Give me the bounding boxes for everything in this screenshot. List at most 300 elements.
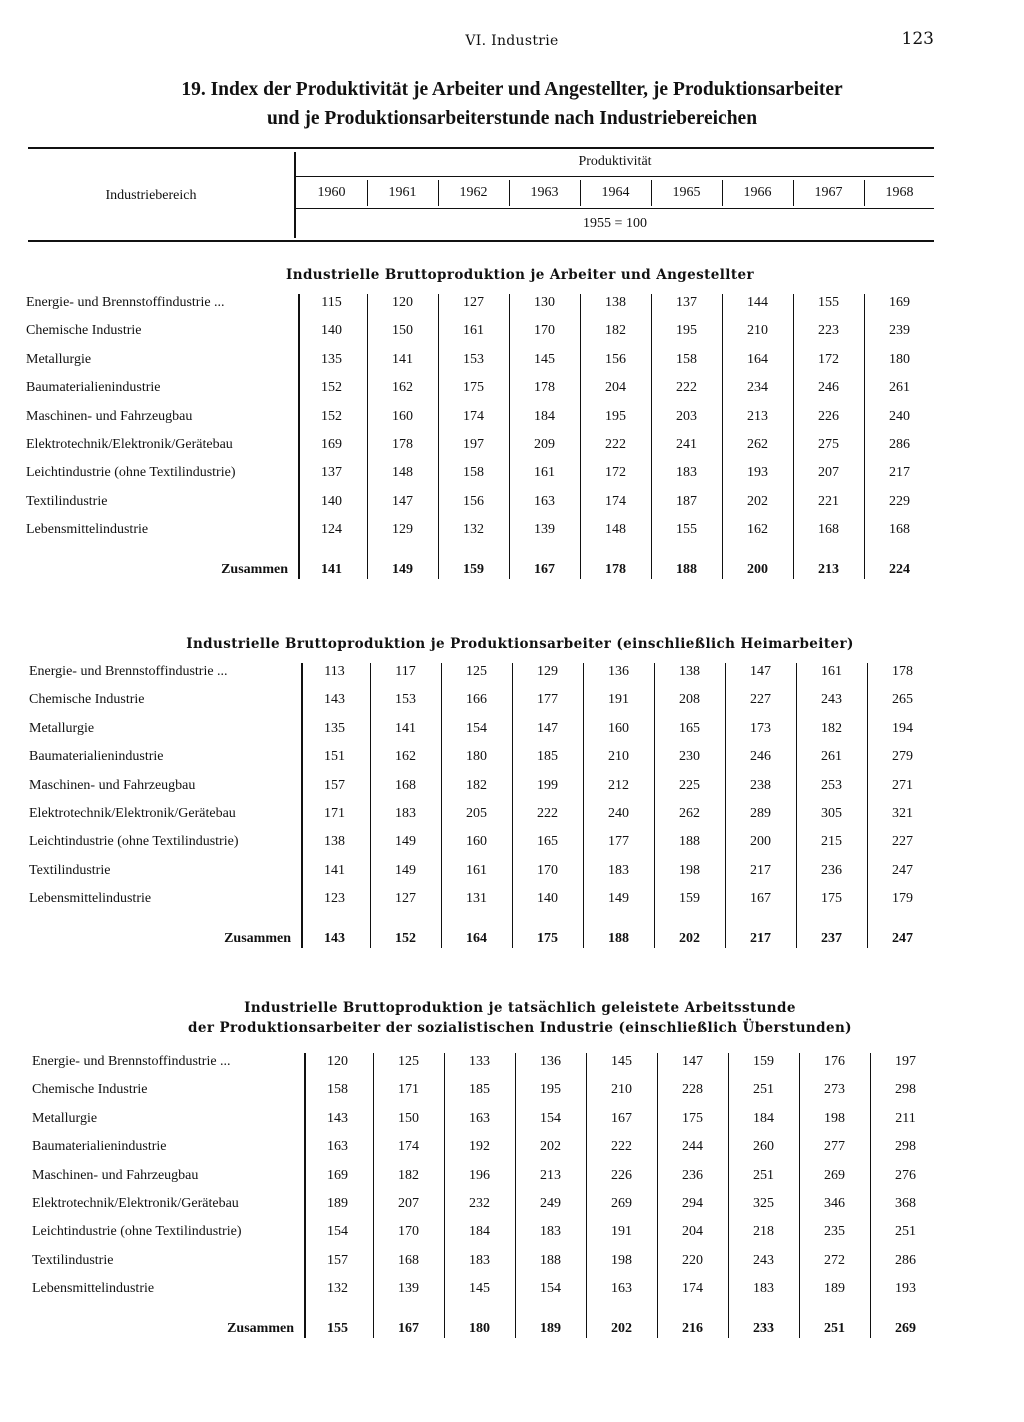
row-label [29, 689, 291, 711]
value-cell: 180 [889, 352, 910, 367]
value-cell: 140 [321, 494, 342, 509]
value-cell: 213 [747, 409, 768, 424]
value-cell: 136 [540, 1054, 561, 1069]
row-label-text: Baumaterialienindustrie [32, 1139, 170, 1154]
page-number: 123 [901, 29, 934, 49]
value-cell: 155 [327, 1321, 348, 1336]
value-cell: 182 [398, 1168, 419, 1183]
row-label-text: Lebensmittelindustrie [29, 891, 154, 906]
row-label-text: Maschinen- und Fahrzeugbau [29, 778, 198, 793]
value-cell: 216 [682, 1321, 703, 1336]
table-row [0, 519, 1024, 547]
value-cell: 217 [750, 863, 771, 878]
value-cell: 276 [895, 1168, 916, 1183]
value-cell: 148 [605, 522, 626, 537]
value-cell: 262 [747, 437, 768, 452]
row-label-text: Metallurgie [29, 721, 97, 736]
row-label [29, 775, 291, 797]
value-cell: 140 [537, 891, 558, 906]
row-label-text: Energie- und Brennstoffindustrie ... [26, 295, 228, 310]
value-cell: 182 [605, 323, 626, 338]
value-cell: 202 [611, 1321, 632, 1336]
value-cell: 153 [395, 692, 416, 707]
value-cell: 227 [750, 692, 771, 707]
value-cell: 298 [895, 1082, 916, 1097]
value-cell: 230 [679, 749, 700, 764]
value-cell: 170 [398, 1224, 419, 1239]
value-cell: 261 [821, 749, 842, 764]
value-cell: 130 [534, 295, 555, 310]
column-separator [373, 1053, 374, 1338]
section-title-line: Industrielle Bruttoproduktion je tatsächlich geleistete Arbeitsstunde [244, 1000, 796, 1016]
value-cell: 325 [753, 1196, 774, 1211]
table-row [0, 491, 1024, 519]
row-label [26, 292, 288, 314]
value-cell: 129 [537, 664, 558, 679]
value-cell: 187 [676, 494, 697, 509]
value-cell: 226 [611, 1168, 632, 1183]
column-separator [867, 663, 868, 948]
section-title-line: der Produktionsarbeiter der sozialistischen Industrie (einschließlich Überstunden) [188, 1020, 852, 1036]
row-label [32, 1079, 294, 1101]
value-cell: 271 [892, 778, 913, 793]
row-label-text: Textilindustrie [29, 863, 113, 878]
value-cell: 189 [327, 1196, 348, 1211]
column-separator [515, 1053, 516, 1338]
header-top-rule [28, 147, 934, 149]
value-cell: 150 [392, 323, 413, 338]
column-separator [864, 294, 865, 579]
value-cell: 294 [682, 1196, 703, 1211]
value-cell: 243 [821, 692, 842, 707]
value-cell: 193 [895, 1281, 916, 1296]
value-cell: 152 [395, 931, 416, 946]
total-label: Zusammen [227, 1321, 294, 1336]
value-cell: 139 [534, 522, 555, 537]
value-cell: 249 [540, 1196, 561, 1211]
value-cell: 222 [605, 437, 626, 452]
value-cell: 298 [895, 1139, 916, 1154]
value-cell: 149 [392, 562, 413, 577]
value-cell: 147 [537, 721, 558, 736]
row-label [32, 1193, 294, 1215]
value-cell: 178 [605, 562, 626, 577]
value-cell: 195 [676, 323, 697, 338]
value-cell: 217 [750, 931, 771, 946]
value-cell: 137 [321, 465, 342, 480]
value-cell: 204 [682, 1224, 703, 1239]
column-separator [444, 1053, 445, 1338]
column-separator [370, 663, 371, 948]
value-cell: 241 [676, 437, 697, 452]
value-cell: 269 [611, 1196, 632, 1211]
value-cell: 279 [892, 749, 913, 764]
value-cell: 286 [889, 437, 910, 452]
total-label: Zusammen [224, 931, 291, 946]
table-title [40, 75, 984, 133]
value-cell: 286 [895, 1253, 916, 1268]
year-header: 1961 [388, 185, 417, 200]
value-cell: 208 [679, 692, 700, 707]
value-cell: 244 [682, 1139, 703, 1154]
value-cell: 125 [466, 664, 487, 679]
value-cell: 198 [824, 1111, 845, 1126]
value-cell: 163 [534, 494, 555, 509]
value-cell: 217 [889, 465, 910, 480]
value-cell: 139 [398, 1281, 419, 1296]
value-cell: 156 [605, 352, 626, 367]
value-cell: 220 [682, 1253, 703, 1268]
value-cell: 158 [676, 352, 697, 367]
value-cell: 223 [818, 323, 839, 338]
header-years-rule [296, 208, 934, 209]
value-cell: 149 [608, 891, 629, 906]
table-row [0, 406, 1024, 434]
group-header: Produktivität [578, 154, 652, 169]
value-cell: 137 [676, 295, 697, 310]
value-cell: 188 [608, 931, 629, 946]
value-cell: 237 [821, 931, 842, 946]
year-header: 1966 [743, 185, 772, 200]
value-cell: 262 [679, 806, 700, 821]
value-cell: 226 [818, 409, 839, 424]
value-cell: 152 [321, 409, 342, 424]
row-label [29, 831, 291, 853]
value-cell: 212 [608, 778, 629, 793]
row-label-text: Baumaterialienindustrie [26, 380, 164, 395]
value-cell: 164 [466, 931, 487, 946]
value-cell: 180 [469, 1321, 490, 1336]
row-label-text: Lebensmittelindustrie [26, 522, 151, 537]
year-separator [438, 180, 439, 206]
section-title [60, 634, 980, 654]
year-header: 1960 [317, 185, 346, 200]
row-label-text: Maschinen- und Fahrzeugbau [26, 409, 195, 424]
row-label-text: Energie- und Brennstoffindustrie ... [29, 664, 231, 679]
value-cell: 132 [327, 1281, 348, 1296]
row-label [26, 320, 288, 342]
value-cell: 157 [324, 778, 345, 793]
section-title-line: Industrielle Bruttoproduktion je Produktionsarbeiter (einschließlich Heimarbeiter) [186, 636, 854, 652]
value-cell: 141 [324, 863, 345, 878]
value-cell: 145 [611, 1054, 632, 1069]
row-label [29, 661, 291, 683]
value-cell: 188 [679, 834, 700, 849]
value-cell: 202 [540, 1139, 561, 1154]
value-cell: 193 [747, 465, 768, 480]
value-cell: 203 [676, 409, 697, 424]
table-row [0, 349, 1024, 377]
stub-divider [304, 1053, 306, 1338]
value-cell: 243 [753, 1253, 774, 1268]
value-cell: 113 [324, 664, 345, 679]
row-label [32, 1278, 294, 1300]
year-header: 1964 [601, 185, 630, 200]
row-label [29, 803, 291, 825]
running-head: VI. Industrie [465, 33, 559, 49]
section-title-line: Industrielle Bruttoproduktion je Arbeiter und Angestellter [286, 267, 754, 283]
value-cell: 161 [466, 863, 487, 878]
value-cell: 163 [327, 1139, 348, 1154]
value-cell: 225 [679, 778, 700, 793]
value-cell: 233 [753, 1321, 774, 1336]
value-cell: 170 [534, 323, 555, 338]
value-cell: 195 [540, 1082, 561, 1097]
stub-header: Industriebereich [105, 188, 197, 203]
column-separator [438, 294, 439, 579]
value-cell: 164 [747, 352, 768, 367]
value-cell: 251 [753, 1168, 774, 1183]
value-cell: 195 [605, 409, 626, 424]
value-cell: 229 [889, 494, 910, 509]
value-cell: 269 [895, 1321, 916, 1336]
row-label-text: Textilindustrie [32, 1253, 116, 1268]
value-cell: 205 [466, 806, 487, 821]
value-cell: 162 [392, 380, 413, 395]
value-cell: 159 [463, 562, 484, 577]
value-cell: 162 [747, 522, 768, 537]
value-cell: 175 [821, 891, 842, 906]
column-separator [793, 294, 794, 579]
value-cell: 232 [469, 1196, 490, 1211]
value-cell: 177 [537, 692, 558, 707]
column-separator [796, 663, 797, 948]
value-cell: 127 [463, 295, 484, 310]
value-cell: 251 [895, 1224, 916, 1239]
row-label-text: Metallurgie [26, 352, 94, 367]
value-cell: 171 [324, 806, 345, 821]
value-cell: 147 [682, 1054, 703, 1069]
row-label [26, 462, 288, 484]
value-cell: 163 [469, 1111, 490, 1126]
value-cell: 147 [750, 664, 771, 679]
value-cell: 218 [753, 1224, 774, 1239]
value-cell: 207 [818, 465, 839, 480]
value-cell: 182 [821, 721, 842, 736]
value-cell: 161 [534, 465, 555, 480]
value-cell: 234 [747, 380, 768, 395]
row-label-text: Leichtindustrie (ohne Textilindustrie) [29, 834, 242, 849]
value-cell: 251 [753, 1082, 774, 1097]
value-cell: 172 [818, 352, 839, 367]
value-cell: 174 [682, 1281, 703, 1296]
value-cell: 148 [392, 465, 413, 480]
value-cell: 247 [892, 863, 913, 878]
value-cell: 115 [321, 295, 342, 310]
row-label-text: Elektrotechnik/Elektronik/Gerätebau [29, 806, 239, 821]
value-cell: 127 [395, 891, 416, 906]
value-cell: 160 [466, 834, 487, 849]
row-label [26, 349, 288, 371]
value-cell: 129 [392, 522, 413, 537]
value-cell: 160 [392, 409, 413, 424]
value-cell: 169 [321, 437, 342, 452]
value-cell: 269 [824, 1168, 845, 1183]
row-label-text: Leichtindustrie (ohne Textilindustrie) [26, 465, 239, 480]
value-cell: 168 [818, 522, 839, 537]
value-cell: 125 [398, 1054, 419, 1069]
year-header: 1968 [885, 185, 914, 200]
stub-divider [298, 294, 300, 579]
value-cell: 144 [747, 295, 768, 310]
row-label-text: Chemische Industrie [26, 323, 144, 338]
value-cell: 141 [392, 352, 413, 367]
value-cell: 189 [824, 1281, 845, 1296]
value-cell: 265 [892, 692, 913, 707]
value-cell: 154 [466, 721, 487, 736]
value-cell: 157 [327, 1253, 348, 1268]
year-separator [367, 180, 368, 206]
value-cell: 246 [750, 749, 771, 764]
year-header: 1962 [459, 185, 488, 200]
value-cell: 158 [463, 465, 484, 480]
value-cell: 158 [327, 1082, 348, 1097]
value-cell: 168 [398, 1253, 419, 1268]
value-cell: 183 [469, 1253, 490, 1268]
column-separator [651, 294, 652, 579]
value-cell: 272 [824, 1253, 845, 1268]
value-cell: 202 [679, 931, 700, 946]
value-cell: 154 [540, 1111, 561, 1126]
value-cell: 151 [324, 749, 345, 764]
value-cell: 184 [534, 409, 555, 424]
column-separator [728, 1053, 729, 1338]
value-cell: 167 [750, 891, 771, 906]
value-cell: 210 [747, 323, 768, 338]
value-cell: 120 [327, 1054, 348, 1069]
value-cell: 202 [747, 494, 768, 509]
column-separator [580, 294, 581, 579]
value-cell: 143 [324, 931, 345, 946]
year-separator [864, 180, 865, 206]
value-cell: 143 [324, 692, 345, 707]
value-cell: 247 [892, 931, 913, 946]
value-cell: 228 [682, 1082, 703, 1097]
value-cell: 141 [395, 721, 416, 736]
value-cell: 215 [821, 834, 842, 849]
year-header: 1963 [530, 185, 559, 200]
value-cell: 277 [824, 1139, 845, 1154]
column-separator [799, 1053, 800, 1338]
value-cell: 163 [611, 1281, 632, 1296]
value-cell: 152 [321, 380, 342, 395]
value-cell: 168 [395, 778, 416, 793]
value-cell: 123 [324, 891, 345, 906]
row-label [26, 519, 288, 541]
value-cell: 150 [398, 1111, 419, 1126]
value-cell: 197 [463, 437, 484, 452]
value-cell: 204 [605, 380, 626, 395]
row-label [32, 1221, 294, 1243]
value-cell: 194 [892, 721, 913, 736]
column-separator [870, 1053, 871, 1338]
column-separator [367, 294, 368, 579]
value-cell: 189 [540, 1321, 561, 1336]
value-cell: 200 [747, 562, 768, 577]
value-cell: 138 [605, 295, 626, 310]
row-label-text: Maschinen- und Fahrzeugbau [32, 1168, 201, 1183]
value-cell: 155 [676, 522, 697, 537]
value-cell: 289 [750, 806, 771, 821]
value-cell: 174 [398, 1139, 419, 1154]
year-header: 1967 [814, 185, 843, 200]
value-cell: 240 [608, 806, 629, 821]
value-cell: 140 [321, 323, 342, 338]
value-cell: 174 [463, 409, 484, 424]
value-cell: 156 [463, 494, 484, 509]
value-cell: 170 [537, 863, 558, 878]
value-cell: 161 [463, 323, 484, 338]
table-title-line-1: 19. Index der Produktivität je Arbeiter und Angestellter, je Produktionsarbeiter [181, 79, 843, 100]
value-cell: 117 [395, 664, 416, 679]
row-label-text: Elektrotechnik/Elektronik/Gerätebau [32, 1196, 242, 1211]
value-cell: 177 [608, 834, 629, 849]
column-separator [586, 1053, 587, 1338]
value-cell: 175 [463, 380, 484, 395]
value-cell: 184 [753, 1111, 774, 1126]
row-label [29, 746, 291, 768]
column-separator [441, 663, 442, 948]
value-cell: 183 [676, 465, 697, 480]
value-cell: 192 [469, 1139, 490, 1154]
value-cell: 239 [889, 323, 910, 338]
value-cell: 178 [534, 380, 555, 395]
section-title [60, 998, 980, 1038]
value-cell: 131 [466, 891, 487, 906]
value-cell: 321 [892, 806, 913, 821]
row-label-text: Lebensmittelindustrie [32, 1281, 157, 1296]
value-cell: 185 [537, 749, 558, 764]
value-cell: 132 [463, 522, 484, 537]
row-label [26, 491, 288, 513]
value-cell: 165 [537, 834, 558, 849]
header-group-rule [296, 176, 934, 177]
value-cell: 171 [398, 1082, 419, 1097]
value-cell: 210 [611, 1082, 632, 1097]
column-separator [512, 663, 513, 948]
value-cell: 162 [395, 749, 416, 764]
table-row [0, 434, 1024, 462]
value-cell: 196 [469, 1168, 490, 1183]
value-cell: 236 [682, 1168, 703, 1183]
section-title [60, 265, 980, 285]
value-cell: 227 [892, 834, 913, 849]
row-label [32, 1051, 294, 1073]
value-cell: 224 [889, 562, 910, 577]
value-cell: 182 [466, 778, 487, 793]
value-cell: 178 [892, 664, 913, 679]
row-label-text: Baumaterialienindustrie [29, 749, 167, 764]
value-cell: 191 [611, 1224, 632, 1239]
table-row [0, 377, 1024, 405]
column-separator [725, 663, 726, 948]
row-label [32, 1165, 294, 1187]
year-separator [580, 180, 581, 206]
row-label-text: Chemische Industrie [32, 1082, 150, 1097]
value-cell: 167 [534, 562, 555, 577]
row-label [29, 888, 291, 910]
value-cell: 138 [679, 664, 700, 679]
value-cell: 149 [395, 834, 416, 849]
row-label-text: Leichtindustrie (ohne Textilindustrie) [32, 1224, 245, 1239]
year-separator [509, 180, 510, 206]
value-cell: 159 [753, 1054, 774, 1069]
table-title-line-2: und je Produktionsarbeiterstunde nach Industriebereichen [266, 108, 758, 129]
stub-divider [301, 663, 303, 948]
value-cell: 346 [824, 1196, 845, 1211]
table-row [0, 320, 1024, 348]
value-cell: 222 [611, 1139, 632, 1154]
